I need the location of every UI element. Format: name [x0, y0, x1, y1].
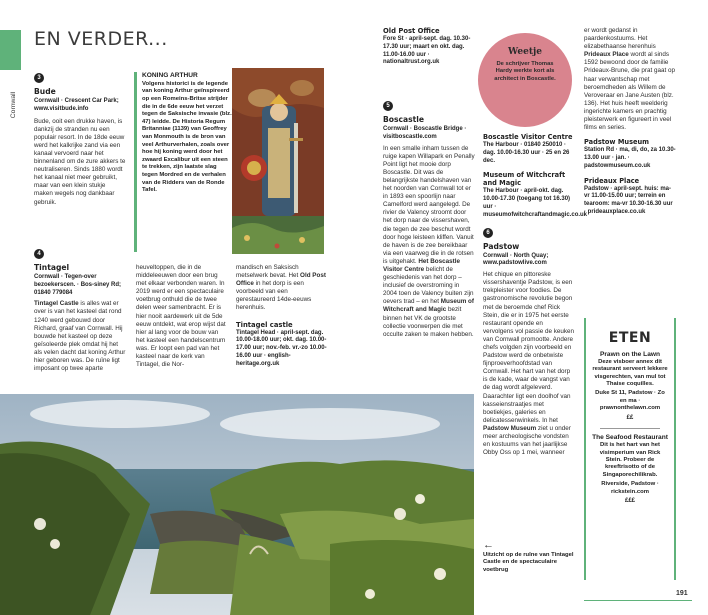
eten-title: ETEN — [608, 330, 652, 346]
prideaux-title: Prideaux Place — [584, 176, 640, 185]
boscastle-body-b: belicht de geschiedenis van het dorp – inclusief de overstroming in 2004 toen de Valency buiten zijn oevers trad – en het — [383, 266, 474, 306]
caption-arrow: ← — [483, 539, 494, 551]
boscastle-title: Boscastle — [383, 115, 425, 124]
padstow-meta: Cornwall · North Quay; www.padstowlive.com — [483, 252, 549, 267]
boscastle-body-c: bezit binnen het VK de grootste collectie voorwerpen die met occulte zaken te maken hebben. — [383, 306, 474, 338]
boscastle-lead-visitor: Het Boscastle Visitor Centre — [383, 257, 461, 273]
weetje-circle — [478, 33, 572, 127]
tintagel-number: 4 — [34, 249, 44, 259]
bude-number: 3 — [34, 73, 44, 83]
padstow-body-a: Het chique en pittoreske vissershaventje Padstow, is een trekpleister voor foodies. De gastronomische revolutie begon met de beroemde chef Rick Stein, die er in 1975 het eerste restaurant opende en vervolgens vol passie de keuken van Cornwall promootte. Andere chefs volgden zijn voorbeeld en Padstow werd de onbetwiste fijnproeverhoofdstad van Cornwall. Het hart van het dorp is de kade, waar de vangst van de dag wordt afgeleverd. Daarachter ligt een doolhof van kasseienstraatjes met boetiekjes, galeries en delicatessenwinkels. In het — [483, 271, 575, 424]
visitor-centre-title: Boscastle Visitor Centre — [483, 133, 573, 141]
eten-r2-name: The Seafood Restaurant — [592, 434, 668, 442]
old-post-meta: Fore St · april-sept. dag. 10.30-17.30 uur; maart en okt. dag. 11.00-16.00 uur · nationaltrust.org.uk — [383, 36, 471, 66]
bude-meta: Cornwall · Crescent Car Park; www.visitbude.info — [34, 98, 119, 112]
mid2-text-b: in het dorp is een voorbeeld van een gerestaureerd 14de-eeuws herenhuis. — [236, 280, 312, 312]
right-text-b: wordt al sinds 1592 bewoond door de familie Prideaux-Brune, die prat gaat op haar verwantschap met beroemdheden als Willem de Veroveraar en Jane Austen (blz. 136). Het huis heeft weelderig ingerichte kamers en prachtig pleisterwerk en figureert in veel films en series. — [584, 51, 676, 132]
caption-text: Uitzicht op de ruïne van Tintagel Castle en de spectaculaire voetbrug — [483, 552, 574, 573]
page-title: EN VERDER... — [34, 28, 168, 50]
padstow-museum-lead: Padstow Museum — [483, 424, 537, 432]
boscastle-meta: Cornwall · Boscastle Bridge · visitboscastle.com — [383, 126, 467, 140]
eten-r1-meta: Duke St 11, Padstow · Zo en ma · prawnonthelawn.com — [595, 390, 665, 412]
section-tab — [0, 30, 21, 70]
prideaux-meta: Padstow · april-sept. huis: ma-vr 11.00-15.00 uur; terrein en tearoom: ma-vr 10.30-16.30 uur · prideauxplace.co.uk — [584, 185, 673, 215]
mid2-text-a: mandisch en Saksisch metselwerk bevat. Het — [236, 264, 301, 280]
tintagel-title: Tintagel — [34, 263, 70, 272]
visitor-centre-meta: The Harbour · 01840 250010 · dag. 10.00-16.30 uur · 25 en 26 dec. — [483, 142, 570, 164]
prideaux-lead: Prideaux Place — [584, 51, 629, 59]
tintagel-castle-title: Tintagel castle — [236, 320, 293, 329]
eten-r2-price: £££ — [624, 498, 635, 505]
king-arthur-title: KONING ARTHUR — [142, 72, 198, 79]
king-arthur-bar — [134, 72, 137, 252]
boscastle-lead-museum: Museum of Witchcraft and Magic — [383, 298, 474, 314]
coast-photo — [0, 394, 474, 615]
museum-title: Museum of Witchcraft and Magic — [483, 171, 566, 188]
padstow-museum-meta: Station Rd · ma, di, do, za 10.30-13.00 uur · jan. · padstowmuseum.co.uk — [584, 147, 676, 169]
padstow-body-b: ziet u onder meer archeologische vondsten en kostuums van het jaarlijkse Obby Oss op 1 mei, wanneer — [483, 424, 571, 457]
side-label: Cornwall — [10, 91, 17, 119]
old-post-lead: Old Post Office — [236, 272, 326, 288]
old-post-title: Old Post Office — [383, 27, 440, 35]
padstow-title: Padstow — [483, 241, 520, 251]
eten-r2-meta: Riverside, Padstow · rickstein.com — [601, 481, 659, 495]
bude-body: Bude, ooit een drukke haven, is dankzij de stranden nu een populair resort. In de 18de eeuw werd het kalkrijke zand via een kanaal vervoerd naar het binnenland om de zure akkers te neutraliseren. Sinds 1880 wordt het kanaal niet meer gebruikt, maar van een klein stukje maken wegels nog dankbaar gebruik. — [34, 117, 126, 206]
boscastle-number: 5 — [383, 101, 393, 111]
eten-r2-desc: Dit is het hart van het visimperium van Rick Stein. Probeer de kreeftrisotto of de Singaporechilikrab. — [599, 442, 661, 478]
boscastle-body-a: In een smalle inham tussen de ruige kapen Willapark en Penally Point ligt het mooie dorp Boscastle. Dit was de belangrijkste handelshaven van het noorden van Cornwall tot er in 1893 een spoorlijn naar Camelford werd aangelegd. De rivier de Valency stroomt door het dorp naar de vissershaven, die tegen de zee beschut wordt door hoge leisteen kliffen. Vanuit de haven is de zee bereikbaar via een vaarweg die in de rotsen is uitgehakt. — [383, 144, 475, 265]
eten-r1-desc: Deze visboer annex dit restaurant serveert lekkere visgerechten, van mul tot Thaise coquilles. — [592, 358, 668, 388]
tintagel-continued: heuveltoppen, die in de middeleeuwen door een brug met elkaar verbonden waren. In 2019 werd er een spectaculaire voetbrug onthuld die de twee delen weer samenbracht. Er is hier nooit aardewerk uit de 5de eeuw ontdekt, wat erop wijst dat hier al lang voor de bouw van het kasteel een handelscentrum was. Er loopt een pad van het kasteel naar de kerk van Tintagel, die Nor- — [136, 264, 226, 369]
eten-divider — [600, 428, 660, 429]
king-arthur-body: Volgens historici is de legende van koning Arthur geïnspireerd op een Romeins-Britse strijder die in de 6de eeuw het verzet tegen de Saksische invasie (blz. 47) leidde. De Historia Regum Britanniae (1139) van Geoffrey van Monmouth is de bron van veel Arthurverhalen, zoals over hoe hij koning werd door het zwaard Excalibur uit een steen te trekken, zijn laatste slag tegen Mordred en de verhalen van de Ridders van de Ronde Tafel. — [142, 80, 232, 194]
tintagel-body: is alles wat er over is van het kasteel dat rond 1240 werd gebouwd door Richard, graaf van Cornwall. Hij bouwde het kasteel op deze geïsoleerde plek omdat hij het als velen dacht dat koning Arthur hier geboren was. De ruïne ligt imposant op twee aparte — [34, 300, 126, 373]
eten-r1-price: ££ — [626, 414, 634, 421]
tintagel-castle-meta: Tintagel Head · april-sept. dag. 10.00-18.00 uur; okt. dag. 10.00-17.00 uur; nov.-feb. vr.-zo 10.00-16.00 uur · english-heritage.org.uk — [236, 329, 327, 367]
tintagel-lead: Tintagel Castle — [34, 300, 79, 308]
page-number: 191 — [676, 590, 688, 597]
eten-box — [584, 318, 676, 580]
weetje-title: Weetje — [508, 47, 542, 57]
padstow-number: 6 — [483, 228, 493, 238]
museum-meta: The Harbour · april-okt. dag. 10.00-17.30 (toegang tot 16.30) uur · museumofwitchcraftandmagic.co.uk — [483, 188, 588, 218]
eten-r1-name: Prawn on the Lawn — [599, 351, 661, 358]
padstow-museum-title: Padstow Museum — [584, 138, 650, 147]
right-text-a: er wordt gedanst in paardenkostuums. Het elizabethaanse herenhuis — [584, 27, 656, 51]
king-arthur-image — [232, 68, 324, 254]
weetje-text: De schrijver Thomas Hardy werkte kort als architect in Boscastle. — [494, 61, 556, 82]
page-number-rule — [584, 600, 692, 601]
tintagel-meta: Cornwall · Tegen-over bezoekerscen. · Bos-siney Rd; 01840 779084 — [34, 274, 122, 296]
bude-title: Bude — [34, 87, 56, 96]
